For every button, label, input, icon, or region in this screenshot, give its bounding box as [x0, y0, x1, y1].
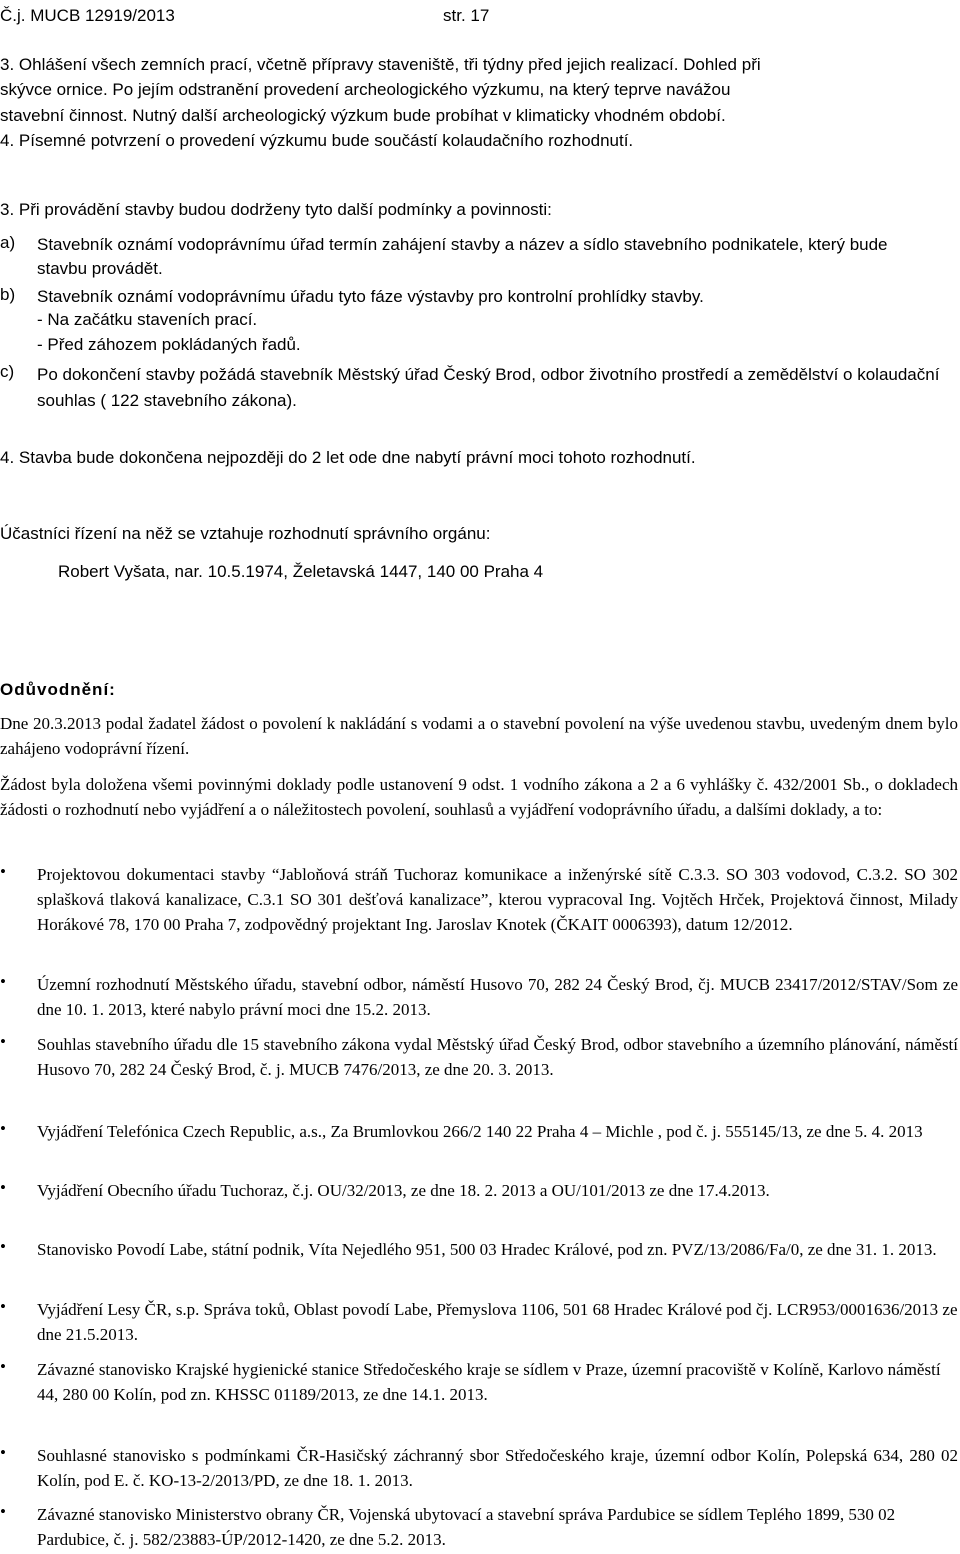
bullet-icon: [0, 862, 10, 882]
list-item-text: Souhlas stavebního úřadu dle 15 stavebního zákona vydal Městský úřad Český Brod, odbor stavebního a územního plánování, náměstí Husovo 70, 282 24 Český Brod, č. j. MUCB 7476/2013, ze dne 20. 3. 2013.: [37, 1035, 958, 1079]
condition-3a: [0, 233, 958, 281]
list-item: [0, 1178, 958, 1228]
bullet-icon: [0, 1237, 10, 1257]
list-item: [0, 1443, 958, 1493]
list-item: [0, 1357, 958, 1432]
reasoning-paragraph-1: [0, 711, 958, 761]
condition-3b-label: b): [0, 285, 16, 304]
list-item-text: Závazné stanovisko Krajské hygienické stanice Středočeského kraje se sídlem v Praze, územní pracoviště v Kolíně, Karlovo náměstí 44, 280 00 Kolín, pod zn. KHSSC 01189/2013, ze dne 14.1. 2013.: [37, 1360, 941, 1404]
participants-heading: Účastníci řízení na něž se vztahuje rozhodnutí správního orgánu:: [0, 524, 491, 543]
list-item: [0, 1237, 958, 1287]
list-item-text: Stanovisko Povodí Labe, státní podnik, Víta Nejedlého 951, 500 03 Hradec Králové, pod zn. PVZ/13/2086/Fa/0, ze dne 31. 1. 2013.: [37, 1240, 937, 1259]
reasoning-paragraph-2: [0, 772, 958, 822]
condition-3b-dash-2: - Před záhozem pokládaných řadů.: [37, 335, 301, 354]
condition-3-archeology-cont1: skývce ornice. Po jejím odstranění provedení archeologického výzkumu, na který teprve navážou: [0, 80, 731, 99]
list-item-text: Vyjádření Telefónica Czech Republic, a.s., Za Brumlovkou 266/2 140 22 Praha 4 – Michle , pod č. j. 555145/13, ze dne 5. 4. 2013: [37, 1122, 923, 1141]
page-number: str. 17: [443, 6, 490, 25]
list-item: [0, 1297, 958, 1347]
list-item-text: Závazné stanovisko Ministerstvo obrany ČR, Vojenská ubytovací a stavební správa Pardubice se sídlem Teplého 1899, 530 02 Pardubice, č. j. 582/23883-ÚP/2012-1420, ze dne 5.2. 2013.: [37, 1505, 896, 1549]
bullet-icon: [0, 1443, 10, 1463]
bullet-icon: [0, 1032, 10, 1052]
condition-3c: [0, 362, 958, 414]
list-item-text: Vyjádření Obecního úřadu Tuchoraz, č.j. OU/32/2013, ze dne 18. 2. 2013 a OU/101/2013 ze dne 17.4.2013.: [37, 1181, 770, 1200]
list-item: [0, 972, 958, 1022]
bullet-icon: [0, 1502, 10, 1522]
condition-4-confirmation: 4. Písemné potvrzení o provedení výzkumu bude součástí kolaudačního rozhodnutí.: [0, 131, 634, 150]
condition-3c-text: Po dokončení stavby požádá stavebník Městský úřad Český Brod, odbor životního prostředí a zemědělství o kolaudační souhlas ( 122 stavebního zákona).: [37, 365, 940, 410]
list-item-text: Projektovou dokumentaci stavby “Jabloňová stráň Tuchoraz komunikace a inženýrské sítě C.3.3. SO 303 vodovod, C.3.2. SO 302 splašková tlaková kanalizace, C.3.1 SO 301 dešťová kanalizace”, kterou vypracoval Ing. Vojtěch Hrček, Projektová činnost, Milady Horákové 78, 170 00 Praha 7, zodpovědný projektant Ing. Jaroslav Knotek (ČKAIT 0006393), datum 12/2012.: [37, 865, 958, 934]
bullet-icon: [0, 1178, 10, 1198]
condition-3a-label: a): [0, 233, 16, 252]
reasoning-heading: Odůvodnění:: [0, 680, 116, 699]
bullet-icon: [0, 1357, 10, 1377]
list-item-text: Vyjádření Lesy ČR, s.p. Správa toků, Oblast povodí Labe, Přemyslova 1106, 501 68 Hradec Králové pod čj. LCR953/0001636/2013 ze dne 21.5.2013.: [37, 1300, 958, 1344]
condition-4-deadline: 4. Stavba bude dokončena nejpozději do 2 let ode dne nabytí právní moci tohoto rozhodnutí.: [0, 448, 696, 467]
list-item: [0, 1032, 958, 1107]
bullet-icon: [0, 1119, 10, 1139]
condition-3a-text: Stavebník oznámí vodoprávnímu úřad termín zahájení stavby a název a sídlo stavebního podnikatele, který bude stavbu provádět.: [37, 235, 888, 278]
list-item: [0, 862, 958, 937]
condition-3-archeology-cont2: stavební činnost. Nutný další archeologický výzkum bude probíhat v klimaticky vhodném období.: [0, 106, 726, 125]
list-item-text: Územní rozhodnutí Městského úřadu, stavební odbor, náměstí Husovo 70, 282 24 Český Brod, čj. MUCB 23417/2012/STAV/Som ze dne 10. 1. 2013, které nabylo právní moci dne 15.2. 2013.: [37, 975, 958, 1019]
condition-3-archeology: 3. Ohlášení všech zemních prací, včetně přípravy staveniště, tři týdny před jejich realizací. Dohled při: [0, 55, 761, 74]
reasoning-paragraph-2-text: Žádost byla doložena všemi povinnými doklady podle ustanovení 9 odst. 1 vodního zákona a 2 a 6 vyhlášky č. 432/2001 Sb., o dokladech žádosti o rozhodnutí nebo vyjádření a o náležitostech povolení, souhlasů a vyjádření vodoprávního úřadu, a dalšími doklady, a to:: [0, 775, 958, 819]
condition-3b-dash-1: - Na začátku staveních prací.: [37, 310, 258, 329]
list-item: [0, 1502, 958, 1552]
list-item-text: Souhlasné stanovisko s podmínkami ČR-Hasičský záchranný sbor Středočeského kraje, územní odbor Kolín, Polepská 634, 280 02 Kolín, pod E. č. KO-13-2/2013/PD, ze dne 18. 1. 2013.: [37, 1446, 958, 1490]
condition-3b: [0, 285, 958, 309]
reasoning-paragraph-1-text: Dne 20.3.2013 podal žadatel žádost o povolení k nakládání s vodami a o stavební povolení na výše uvedenou stavbu, uvedeným dnem bylo zahájeno vodoprávní řízení.: [0, 714, 958, 758]
bullet-icon: [0, 972, 10, 992]
bullet-icon: [0, 1297, 10, 1317]
condition-3c-label: c): [0, 362, 15, 381]
participant-person: Robert Vyšata, nar. 10.5.1974, Želetavská 1447, 140 00 Praha 4: [58, 562, 544, 581]
document-reference: Č.j. MUCB 12919/2013: [0, 6, 175, 25]
condition-3-title: 3. Při provádění stavby budou dodrženy tyto další podmínky a povinnosti:: [0, 200, 552, 219]
condition-3b-text: Stavebník oznámí vodoprávnímu úřadu tyto fáze výstavby pro kontrolní prohlídky stavby.: [37, 287, 704, 306]
list-item: [0, 1119, 958, 1169]
